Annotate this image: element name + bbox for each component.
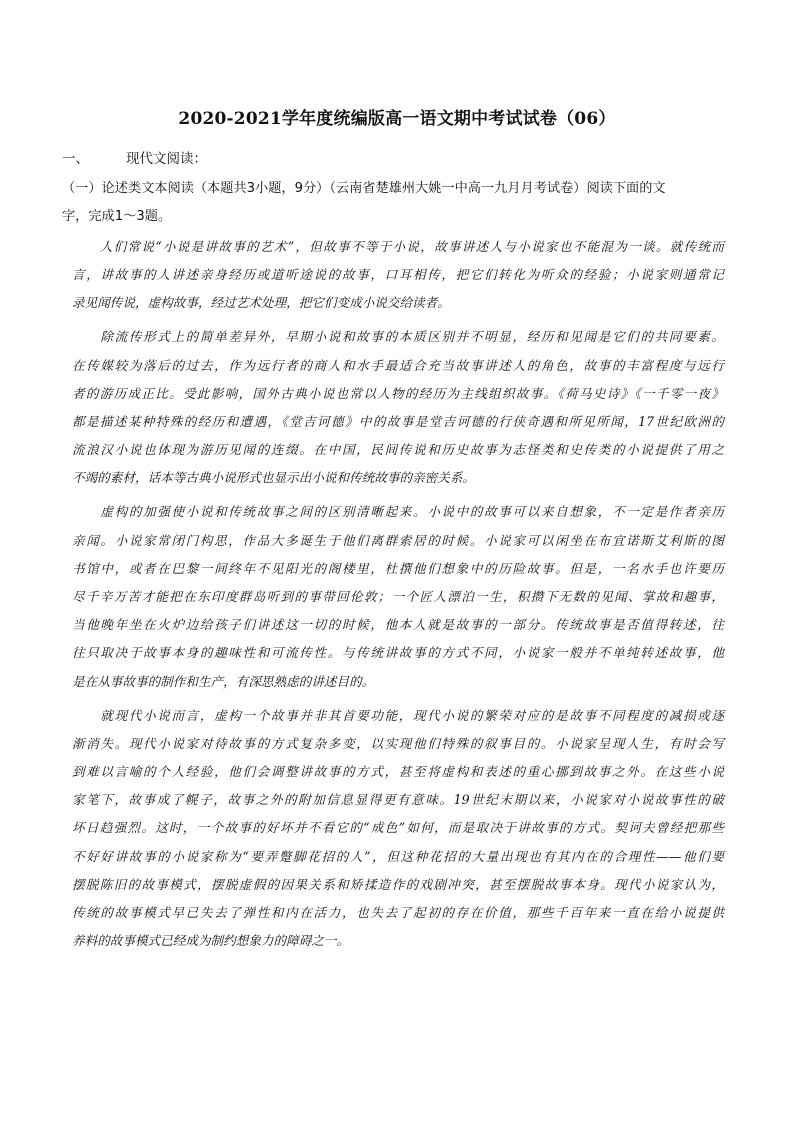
passage-line: 人们常说“小说是讲故事的艺术”，但故事不等于小说，故事讲述人与小说家也不能混为一谈。就传统而 — [72, 239, 724, 254]
passage-line: 当他晚年坐在火炉边给孩子们讲述这一切的时候，他本人就是故事的一部分。传统故事是否值得转述，往 — [72, 617, 724, 633]
passage-line: 不竭的素材，话本等古典小说形式也显示出小说和传统故事的亲密关系。 — [72, 470, 475, 486]
paragraph-2 — [72, 323, 724, 492]
passage-line: 养料的故事模式已经成为制约想象力的障碍之一。 — [72, 933, 350, 949]
passage-line: 就现代小说而言，虚构一个故事并非其首要功能，现代小说的繁荣对应的是故事不同程度的减损或逐 — [72, 707, 724, 723]
passage-line: 都是描述某种特殊的经历和遭遇，《堂吉诃德》中的故事是堂吉诃德的行侠奇遇和所见所闻，17世纪欧洲的 — [72, 414, 724, 430]
section-number: 一、 — [62, 151, 89, 167]
passage-line: 摆脱陈旧的故事模式，摆脱虚假的因果关系和矫揉造作的戏剧冲突，甚至摆脱故事本身。现代小说家认为， — [72, 876, 724, 892]
passage-line: 流浪汉小说也体现为游历见闻的连缀。在中国，民间传说和历史故事为志怪类和史传类的小说提供了用之 — [72, 442, 724, 458]
passage-line: 尽千辛万苦才能把在东印度群岛听到的事带回伦敦；一个匠人漂泊一生，积攒下无数的见闻、掌故和趣事， — [72, 589, 724, 605]
passage-line: 往只取决于故事本身的趣味性和可流传性。与传统讲故事的方式不同，小说家一般并不单纯转述故事，他 — [72, 645, 724, 661]
section-label: 现代文阅读： — [126, 151, 207, 167]
passage-line: 虚构的加强使小说和传统故事之间的区别清晰起来。小说中的故事可以来自想象，不一定是作者亲历 — [72, 504, 724, 520]
passage-line: 书馆中，或者在巴黎一间终年不见阳光的阁楼里，杜撰他们想象中的历险故事。但是，一名水手也许要历 — [72, 560, 724, 576]
passage-line: 亲闻。小说家常闭门构思，作品大多诞生于他们离群索居的时候。小说家可以闲坐在布宜诺斯艾利斯的图 — [72, 532, 724, 548]
passage-line: 者的游历成正比。受此影响，国外古典小说也常以人物的经历为主线组织故事。《荷马史诗》《一千零一夜》 — [72, 385, 724, 401]
paragraph-3 — [72, 498, 724, 695]
section-heading — [62, 147, 207, 167]
passage-line: 录见闻传说，虚构故事，经过艺术处理，把它们变成小说交给读者。 — [72, 295, 450, 311]
passage-line: 是在从事故事的制作和生产，有深思熟虑的讲述目的。 — [72, 673, 375, 689]
passage-line: 到难以言喻的个人经验，他们会调整讲故事的方式，甚至将虚构和表述的重心挪到故事之外。在这些小说 — [72, 764, 724, 780]
exam-title: 2020-2021学年度统编版高一语文期中考试试卷（06） — [178, 109, 616, 129]
instruction-line: 字，完成1～3题。 — [62, 209, 172, 224]
passage-line: 坏日趋强烈。这时，一个故事的好坏并不看它的“成色”如何，而是取决于讲故事的方式。契诃夫曾经把那些 — [72, 820, 724, 836]
passage-line: 除流传形式上的简单差异外，早期小说和故事的本质区别并不明显，经历和见闻是它们的共同要素。 — [72, 329, 724, 345]
reading-instructions — [62, 175, 732, 231]
passage-body — [72, 233, 724, 961]
passage-line: 言，讲故事的人讲述亲身经历或道听途说的故事，口耳相传，把它们转化为听众的经验；小说家则通常记 — [72, 267, 724, 283]
passage-line: 家笔下，故事成了幌子，故事之外的附加信息显得更有意味。19世纪末期以来，小说家对小说故事性的破 — [72, 792, 724, 808]
passage-line: 传统的故事模式早已失去了弹性和内在活力，也失去了起初的存在价值，那些千百年来一直在给小说提供 — [72, 905, 724, 921]
passage-line: 不好好讲故事的小说家称为“要弄蹩脚花招的人”，但这种花招的大量出现也有其内在的合理性——他们要 — [72, 848, 724, 864]
paragraph-4 — [72, 702, 724, 956]
instruction-line: （一）论述类文本阅读（本题共3小题，9分）（云南省楚雄州大姚一中高一九月月考试卷）阅读下面的文 — [62, 181, 666, 196]
passage-line: 渐消失。现代小说家对待故事的方式复杂多变，以实现他们特殊的叙事目的。小说家呈现人生，有时会写 — [72, 735, 724, 751]
paragraph-1 — [72, 233, 724, 318]
passage-line: 在传媒较为落后的过去，作为远行者的商人和水手最适合充当故事讲述人的角色，故事的丰富程度与远行 — [72, 357, 724, 373]
